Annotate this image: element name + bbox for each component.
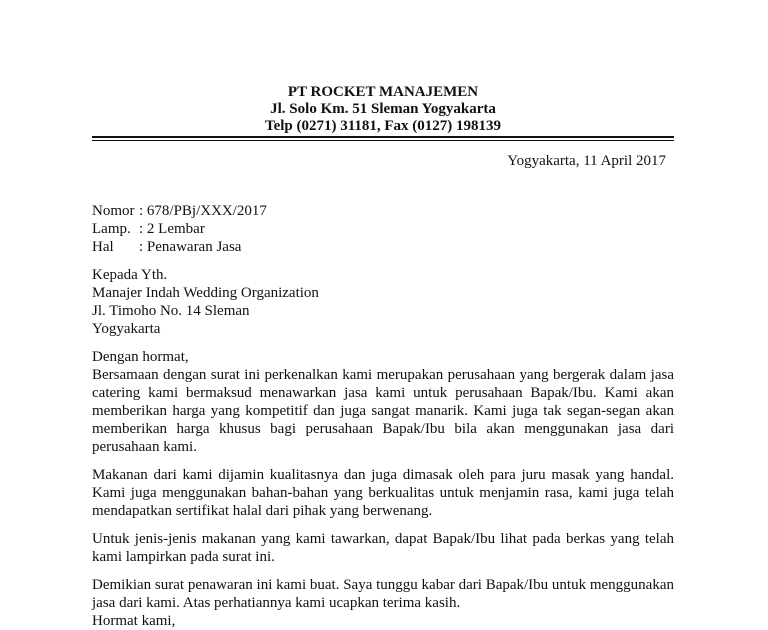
meta-key: Nomor: [92, 203, 135, 219]
company-contact: Telp (0271) 31181, Fax (0127) 198139: [264, 118, 502, 134]
meta-value: : Penawaran Jasa: [139, 239, 242, 255]
letter-date: Yogyakarta, 11 April 2017: [507, 153, 666, 169]
body-paragraph: Makanan dari kami dijamin kualitasnya dan juga dimasak oleh para juru masak yang handal. Kami juga menggunakan bahan-bahan yang berkualitas untuk menjamin rasa, kami juga telah mendapatkan sertifikat halal dari pihak yang berwenang.: [92, 467, 674, 519]
letterhead: [92, 84, 674, 135]
meta-value: : 2 Lembar: [139, 221, 205, 237]
recipient-line: Kepada Yth.: [92, 267, 168, 283]
meta-row-lamp: [92, 220, 267, 238]
closing: Hormat kami,: [92, 613, 176, 629]
recipient-line: Jl. Timoho No. 14 Sleman: [92, 303, 250, 319]
letterhead-rule-thin: [92, 140, 674, 141]
meta-value: : 678/PBj/XXX/2017: [139, 203, 267, 219]
company-name: PT ROCKET MANAJEMEN: [287, 84, 479, 100]
letter-meta: [92, 202, 267, 256]
recipient-block: [92, 266, 319, 338]
salutation: Dengan hormat,: [92, 349, 189, 365]
recipient-line: Yogyakarta: [92, 321, 161, 337]
meta-key: Hal: [92, 239, 114, 255]
meta-row-nomor: [92, 202, 267, 220]
body-paragraph: Bersamaan dengan surat ini perkenalkan kami merupakan perusahaan yang bergerak dalam jasa catering kami bermaksud menawarkan jasa kami untuk perusahaan Bapak/Ibu. Kami akan memberikan harga yang kompetitif dan juga sangat manarik. Kami juga tak segan-segan akan memberikan harga khusus bagi perusahaan Bapak/Ibu bila akan menggunakan jasa dari perusahaan kami.: [92, 367, 674, 455]
body-paragraph: Untuk jenis-jenis makanan yang kami tawarkan, dapat Bapak/Ibu lihat pada berkas yang telah kami lampirkan pada surat ini.: [92, 531, 674, 565]
letterhead-rule-thick: [92, 136, 674, 138]
meta-key: Lamp.: [92, 221, 131, 237]
recipient-line: Manajer Indah Wedding Organization: [92, 285, 319, 301]
company-address: Jl. Solo Km. 51 Sleman Yogyakarta: [270, 101, 496, 117]
meta-row-hal: [92, 238, 267, 256]
letter-body: [92, 348, 674, 612]
body-paragraph: Demikian surat penawaran ini kami buat. Saya tunggu kabar dari Bapak/Ibu untuk menggunakan jasa dari kami. Atas perhatiannya kami ucapkan terima kasih.: [92, 577, 674, 611]
